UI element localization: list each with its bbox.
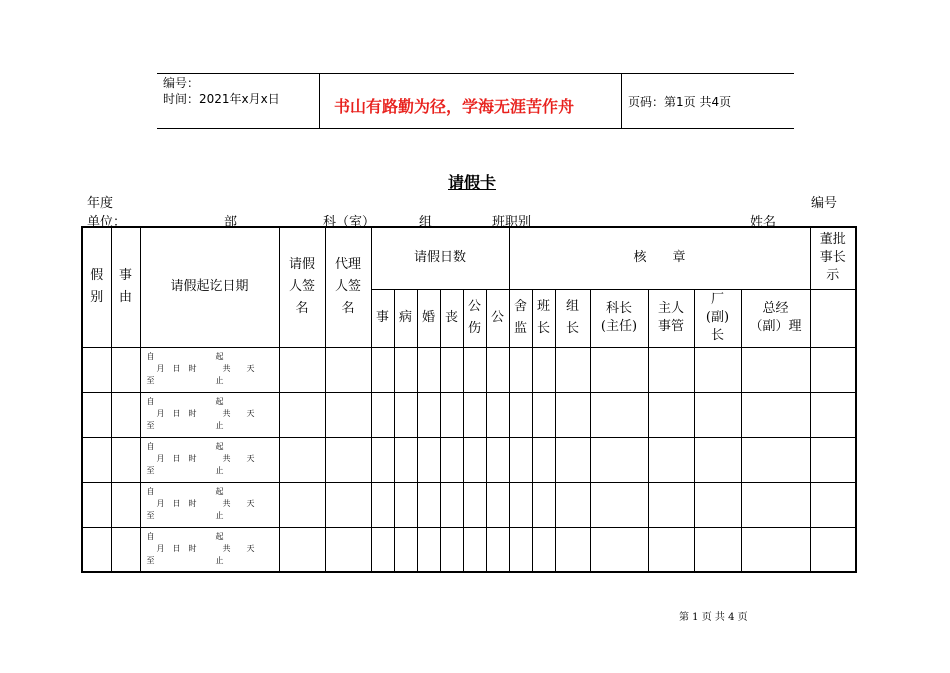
date-to: 至 — [146, 420, 155, 430]
blank-cell[interactable] — [111, 347, 140, 392]
blank-cell[interactable] — [532, 392, 555, 437]
date-units: 月 日 时 — [156, 498, 197, 508]
date-units: 月 日 时 — [156, 363, 197, 373]
shift-label: 班职别 — [492, 215, 532, 230]
date-day: 天 — [246, 453, 255, 463]
blank-cell[interactable] — [648, 482, 694, 527]
blank-cell[interactable] — [741, 527, 810, 572]
blank-cell[interactable] — [394, 527, 417, 572]
blank-cell[interactable] — [111, 527, 140, 572]
blank-cell[interactable] — [810, 527, 856, 572]
blank-cell[interactable] — [741, 347, 810, 392]
date-from: 自 — [146, 531, 155, 541]
blank-cell[interactable] — [371, 392, 394, 437]
blank-cell[interactable] — [555, 437, 590, 482]
date-from: 自 — [146, 351, 155, 361]
blank-cell[interactable] — [371, 482, 394, 527]
day-injury: 公伤 — [463, 289, 486, 347]
chairman-blank — [810, 289, 856, 347]
blank-cell[interactable] — [394, 482, 417, 527]
blank-cell[interactable] — [532, 482, 555, 527]
year-label: 年度 — [87, 196, 114, 211]
date-start: 起 — [215, 396, 224, 406]
blank-cell[interactable] — [648, 347, 694, 392]
blank-cell[interactable] — [440, 392, 463, 437]
table-row — [82, 527, 856, 572]
col-date-range: 请假起讫日期 — [140, 227, 279, 347]
blank-cell[interactable] — [590, 437, 648, 482]
appr-section-chief: 科长(主任) — [590, 289, 648, 347]
col-leave-type: 假别 — [82, 227, 111, 347]
date-day: 天 — [246, 498, 255, 508]
date-start: 起 — [215, 441, 224, 451]
day-funeral: 丧 — [440, 289, 463, 347]
blank-cell[interactable] — [279, 347, 325, 392]
date-day: 天 — [246, 408, 255, 418]
blank-cell[interactable] — [440, 347, 463, 392]
name-label: 姓名 — [750, 215, 777, 230]
blank-cell[interactable] — [463, 347, 486, 392]
blank-cell[interactable] — [648, 527, 694, 572]
date-range-cell[interactable] — [140, 392, 279, 437]
blank-cell[interactable] — [741, 392, 810, 437]
blank-cell[interactable] — [810, 392, 856, 437]
day-marriage: 婚 — [417, 289, 440, 347]
page-title: 请假卡 — [448, 173, 497, 192]
blank-cell[interactable] — [440, 437, 463, 482]
date-total: 共 — [222, 543, 231, 553]
date-units: 月 日 时 — [156, 543, 197, 553]
table-row — [82, 437, 856, 482]
date-units: 月 日 时 — [156, 408, 197, 418]
table-row — [82, 392, 856, 437]
date-to: 至 — [146, 555, 155, 565]
date-end: 止 — [215, 420, 224, 430]
blank-cell[interactable] — [279, 527, 325, 572]
blank-cell[interactable] — [394, 392, 417, 437]
blank-cell[interactable] — [532, 527, 555, 572]
footer-page: 第 1 页 共 4 页 — [679, 612, 748, 623]
appr-hr-manager: 主人事管 — [648, 289, 694, 347]
code-label: 编号： — [163, 76, 200, 90]
page-code: 页码：第1页 共4页 — [628, 95, 732, 109]
blank-cell[interactable] — [694, 347, 741, 392]
blank-cell[interactable] — [741, 437, 810, 482]
blank-cell[interactable] — [111, 437, 140, 482]
appr-factory-director: 厂(副)长 — [694, 289, 741, 347]
date-total: 共 — [222, 363, 231, 373]
section-label: 科（室） — [323, 215, 376, 230]
date-total: 共 — [222, 453, 231, 463]
blank-cell[interactable] — [532, 437, 555, 482]
date-total: 共 — [222, 408, 231, 418]
blank-cell[interactable] — [810, 347, 856, 392]
appr-dorm: 舍监 — [509, 289, 532, 347]
blank-cell[interactable] — [279, 392, 325, 437]
blank-cell[interactable] — [486, 347, 509, 392]
date-units: 月 日 时 — [156, 453, 197, 463]
blank-cell[interactable] — [590, 392, 648, 437]
header-bottom-rule — [157, 128, 794, 129]
motto: 书山有路勤为径，学海无涯苦作舟 — [334, 97, 575, 116]
blank-cell[interactable] — [486, 437, 509, 482]
col-applicant-sign: 请假人签名 — [279, 227, 325, 347]
blank-cell[interactable] — [555, 347, 590, 392]
appr-general-manager: 总经（副）理 — [741, 289, 810, 347]
date-day: 天 — [246, 543, 255, 553]
blank-cell[interactable] — [417, 482, 440, 527]
date-day: 天 — [246, 363, 255, 373]
blank-cell[interactable] — [111, 482, 140, 527]
blank-cell[interactable] — [325, 347, 371, 392]
blank-cell[interactable] — [694, 392, 741, 437]
day-personal: 事 — [371, 289, 394, 347]
header-top-rule — [157, 73, 794, 74]
date-start: 起 — [215, 486, 224, 496]
date-to: 至 — [146, 375, 155, 385]
blank-cell[interactable] — [509, 392, 532, 437]
date-end: 止 — [215, 510, 224, 520]
date-range-cell[interactable] — [140, 437, 279, 482]
blank-cell[interactable] — [417, 392, 440, 437]
group-approval: 核 章 — [509, 227, 810, 289]
blank-cell[interactable] — [371, 437, 394, 482]
date-range-cell[interactable] — [140, 347, 279, 392]
dept-label: 部 — [224, 215, 238, 230]
appr-group-leader: 组长 — [555, 289, 590, 347]
date-end: 止 — [215, 465, 224, 475]
day-sick: 病 — [394, 289, 417, 347]
date-start: 起 — [215, 531, 224, 541]
blank-cell[interactable] — [82, 437, 111, 482]
blank-cell[interactable] — [486, 392, 509, 437]
blank-cell[interactable] — [694, 527, 741, 572]
blank-cell[interactable] — [82, 347, 111, 392]
blank-cell[interactable] — [440, 482, 463, 527]
blank-cell[interactable] — [371, 347, 394, 392]
blank-cell[interactable] — [82, 392, 111, 437]
group-leave-days: 请假日数 — [371, 227, 509, 289]
header-divider-right — [621, 73, 622, 129]
table-row — [82, 347, 856, 392]
date-start: 起 — [215, 351, 224, 361]
date-total: 共 — [222, 498, 231, 508]
number-label: 编号 — [811, 196, 838, 211]
blank-cell[interactable] — [486, 527, 509, 572]
blank-cell[interactable] — [463, 527, 486, 572]
blank-cell[interactable] — [555, 482, 590, 527]
date-end: 止 — [215, 555, 224, 565]
blank-cell[interactable] — [325, 437, 371, 482]
leave-form-table — [81, 226, 857, 573]
blank-cell[interactable] — [394, 437, 417, 482]
blank-cell[interactable] — [463, 392, 486, 437]
blank-cell[interactable] — [694, 482, 741, 527]
blank-cell[interactable] — [590, 347, 648, 392]
blank-cell[interactable] — [590, 527, 648, 572]
blank-cell[interactable] — [741, 482, 810, 527]
date-range-cell[interactable] — [140, 482, 279, 527]
blank-cell[interactable] — [440, 527, 463, 572]
blank-cell[interactable] — [325, 482, 371, 527]
unit-label: 单位： — [87, 215, 127, 230]
blank-cell[interactable] — [82, 482, 111, 527]
blank-cell[interactable] — [509, 347, 532, 392]
blank-cell[interactable] — [648, 392, 694, 437]
blank-cell[interactable] — [509, 527, 532, 572]
col-agent-sign: 代理人签名 — [325, 227, 371, 347]
blank-cell[interactable] — [279, 482, 325, 527]
time-label: 时间：2021年x月x日 — [163, 92, 280, 106]
blank-cell[interactable] — [111, 392, 140, 437]
group-label: 组 — [419, 215, 433, 230]
blank-cell[interactable] — [394, 347, 417, 392]
blank-cell[interactable] — [590, 482, 648, 527]
blank-cell[interactable] — [648, 437, 694, 482]
blank-cell[interactable] — [82, 527, 111, 572]
appr-shift-leader: 班长 — [532, 289, 555, 347]
blank-cell[interactable] — [417, 347, 440, 392]
blank-cell[interactable] — [417, 437, 440, 482]
header-divider-left — [319, 73, 320, 129]
date-from: 自 — [146, 396, 155, 406]
blank-cell[interactable] — [486, 482, 509, 527]
blank-cell[interactable] — [810, 482, 856, 527]
date-range-cell[interactable] — [140, 527, 279, 572]
date-to: 至 — [146, 465, 155, 475]
blank-cell[interactable] — [509, 437, 532, 482]
blank-cell[interactable] — [325, 392, 371, 437]
blank-cell[interactable] — [417, 527, 440, 572]
table-row — [82, 482, 856, 527]
col-chairman: 董批事长示 — [810, 227, 856, 289]
date-end: 止 — [215, 375, 224, 385]
col-reason: 事由 — [111, 227, 140, 347]
blank-cell[interactable] — [463, 437, 486, 482]
blank-cell[interactable] — [279, 437, 325, 482]
blank-cell[interactable] — [463, 482, 486, 527]
day-official: 公 — [486, 289, 509, 347]
blank-cell[interactable] — [555, 527, 590, 572]
blank-cell[interactable] — [694, 437, 741, 482]
blank-cell[interactable] — [325, 527, 371, 572]
blank-cell[interactable] — [532, 347, 555, 392]
blank-cell[interactable] — [509, 482, 532, 527]
date-from: 自 — [146, 486, 155, 496]
blank-cell[interactable] — [371, 527, 394, 572]
blank-cell[interactable] — [555, 392, 590, 437]
date-to: 至 — [146, 510, 155, 520]
blank-cell[interactable] — [810, 437, 856, 482]
date-from: 自 — [146, 441, 155, 451]
